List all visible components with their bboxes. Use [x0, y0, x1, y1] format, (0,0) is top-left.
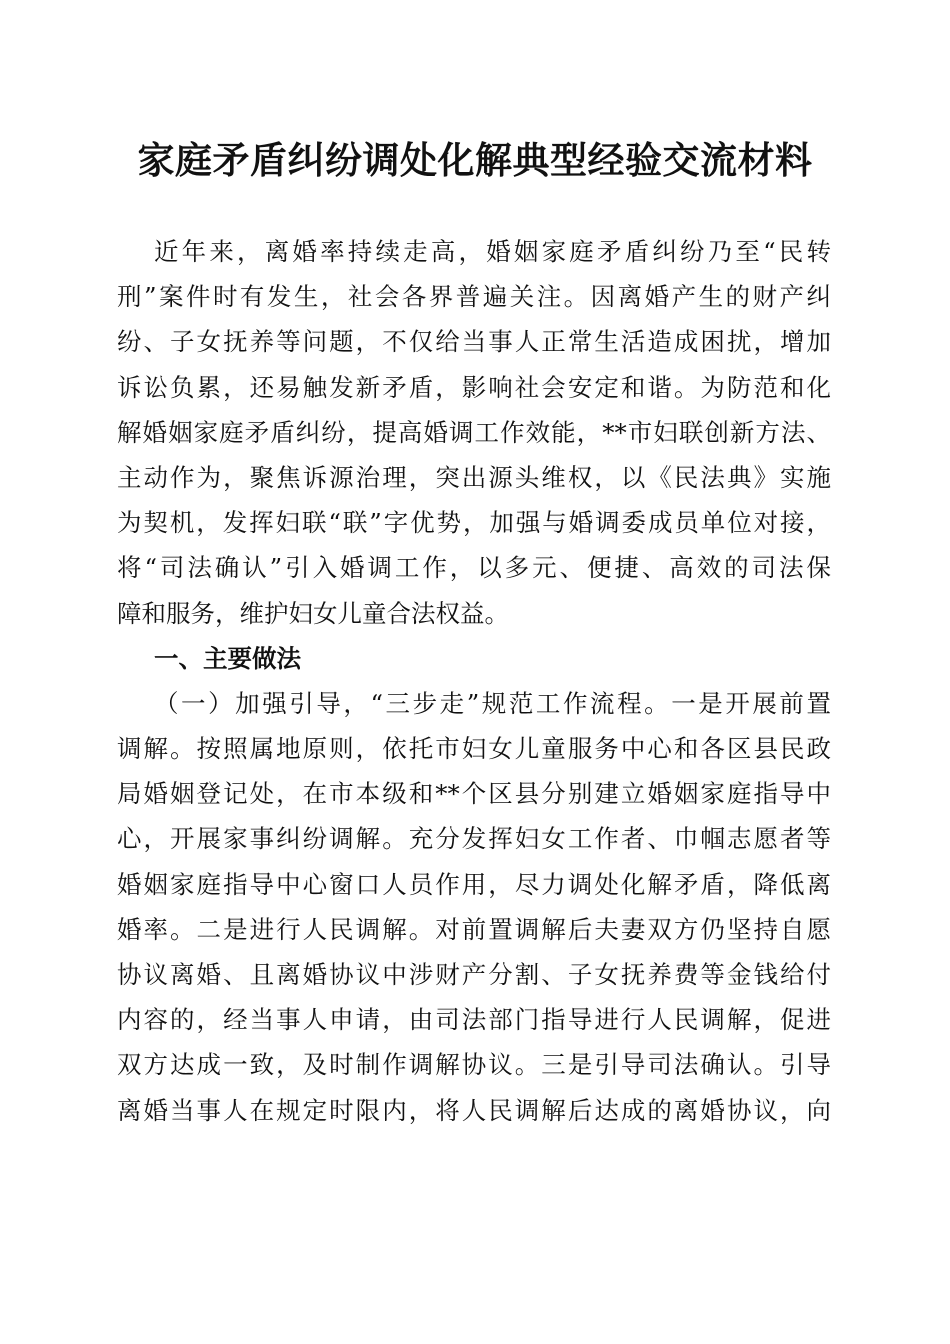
paragraph-line: 婚姻家庭指导中心窗口人员作用，尽力调处化解矛盾，降低离 [117, 869, 831, 899]
paragraph-line: 婚率。二是进行人民调解。对前置调解后夫妻双方仍坚持自愿 [117, 914, 831, 944]
paragraph-line: 障和服务，维护妇女儿童合法权益。 [117, 598, 509, 628]
paragraph-line: 将“司法确认”引入婚调工作，以多元、便捷、高效的司法保 [117, 553, 831, 583]
paragraph-line: 主动作为，聚焦诉源治理，突出源头维权，以《民法典》实施 [117, 462, 831, 492]
paragraph-line: 近年来，离婚率持续走高，婚姻家庭矛盾纠纷乃至“民转 [154, 237, 831, 266]
paragraph-line: 调解。按照属地原则，依托市妇女儿童服务中心和各区县民政 [117, 734, 831, 764]
paragraph-line: 心，开展家事纠纷调解。充分发挥妇女工作者、巾帼志愿者等 [117, 824, 831, 854]
document-body [117, 229, 831, 1133]
paragraph-line: （一）加强引导，“三步走”规范工作流程。一是开展前置 [154, 688, 831, 718]
paragraph-line: 内容的，经当事人申请，由司法部门指导进行人民调解，促进 [117, 1005, 831, 1035]
paragraph-line: 解婚姻家庭矛盾纠纷，提高婚调工作效能，**市妇联创新方法、 [117, 417, 831, 447]
paragraph-line: 为契机，发挥妇联“联”字优势，加强与婚调委成员单位对接， [117, 508, 831, 538]
paragraph-line: 离婚当事人在规定时限内，将人民调解后达成的离婚协议，向 [117, 1095, 831, 1125]
section-heading: 一、主要做法 [154, 643, 301, 673]
paragraph-line: 协议离婚、且离婚协议中涉财产分割、子女抚养费等金钱给付 [117, 960, 831, 989]
document-title: 家庭矛盾纠纷调处化解典型经验交流材料 [137, 138, 813, 182]
paragraph-line: 局婚姻登记处，在市本级和**个区县分别建立婚姻家庭指导中 [117, 779, 831, 809]
paragraph-line: 诉讼负累，还易触发新矛盾，影响社会安定和谐。为防范和化 [117, 372, 831, 402]
paragraph-line: 双方达成一致，及时制作调解协议。三是引导司法确认。引导 [117, 1050, 831, 1080]
paragraph-line: 纷、子女抚养等问题，不仅给当事人正常生活造成困扰，增加 [117, 327, 831, 357]
paragraph-line: 刑”案件时有发生，社会各界普遍关注。因离婚产生的财产纠 [117, 282, 831, 312]
